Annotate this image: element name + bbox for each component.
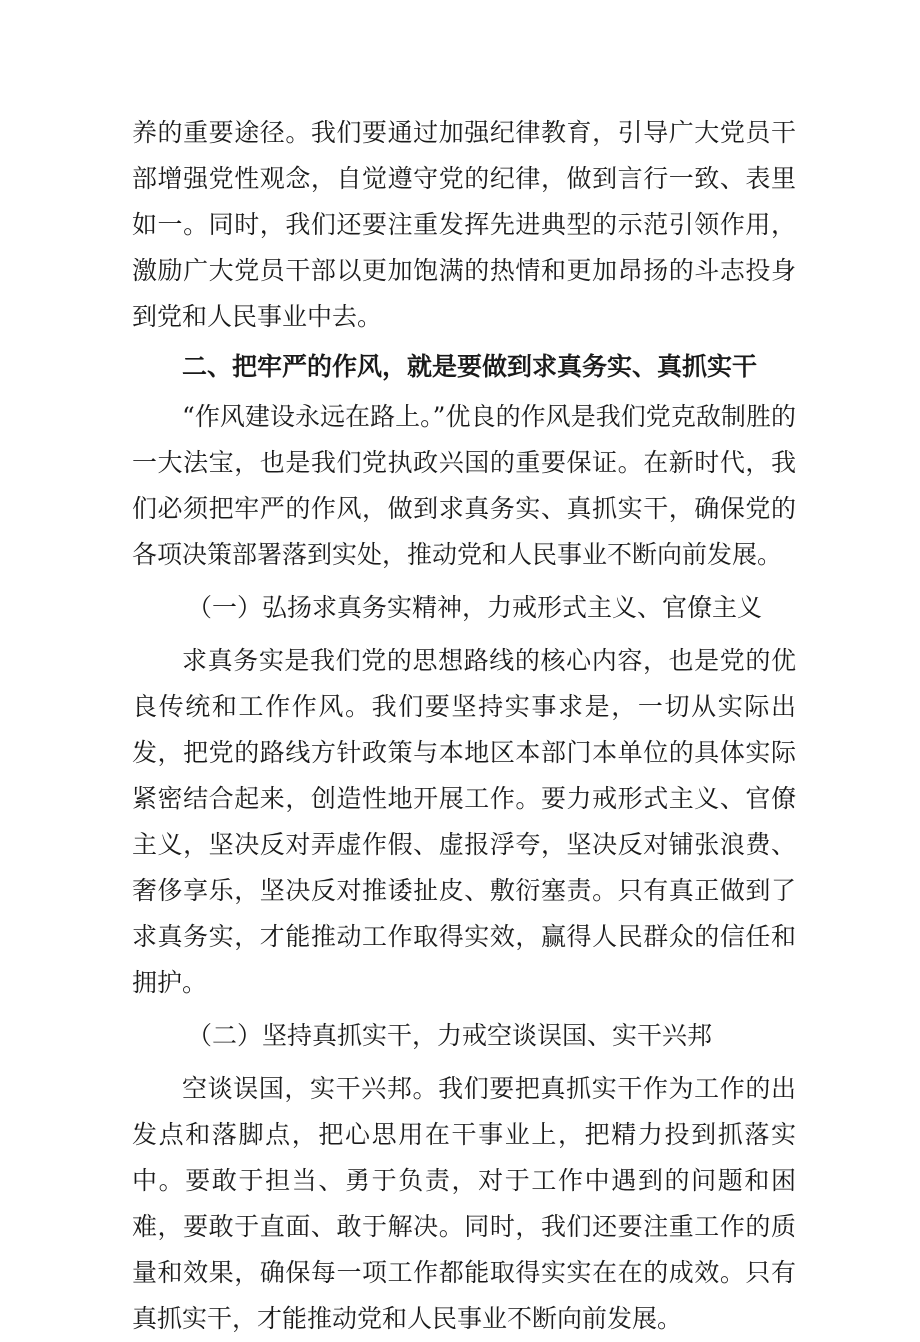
document-body — [132, 110, 796, 1342]
subsection-1-paragraph: 求真务实是我们党的思想路线的核心内容，也是党的优良传统和工作作风。我们要坚持实事求是，一切从实际出发，把党的路线方针政策与本地区本部门本单位的具体实际紧密结合起来，创造性地开展工作。要力戒形式主义、官僚主义，坚决反对弄虚作假、虚报浮夸，坚决反对铺张浪费、奢侈享乐，坚决反对推诿扯皮、敷衍塞责。只有真正做到了求真务实，才能推动工作取得实效，赢得人民群众的信任和拥护。 — [132, 646, 796, 997]
continued-paragraph: 养的重要途径。我们要通过加强纪律教育，引导广大党员干部增强党性观念，自觉遵守党的纪律，做到言行一致、表里如一。同时，我们还要注重发挥先进典型的示范引领作用，激励广大党员干部以更加饱满的热情和更加昂扬的斗志投身到党和人民事业中去。 — [132, 118, 796, 331]
section-heading: 二、把牢严的作风，就是要做到求真务实、真抓实干 — [182, 352, 758, 381]
section-intro-paragraph: “作风建设永远在路上。”优良的作风是我们党克敌制胜的一大法宝，也是我们党执政兴国的重要保证。在新时代，我们必须把牢严的作风，做到求真务实、真抓实干，确保党的各项决策部署落到实处，推动党和人民事业不断向前发展。 — [132, 402, 796, 569]
subsection-2-heading: （二）坚持真抓实干，力戒空谈误国、实干兴邦 — [187, 1021, 713, 1050]
subsection-1-heading: （一）弘扬求真务实精神，力戒形式主义、官僚主义 — [187, 593, 763, 622]
subsection-2-paragraph: 空谈误国，实干兴邦。我们要把真抓实干作为工作的出发点和落脚点，把心思用在干事业上，把精力投到抓落实中。要敢于担当、勇于负责，对于工作中遇到的问题和困难，要敢于直面、敢于解决。同时，我们还要注重工作的质量和效果，确保每一项工作都能取得实实在在的成效。只有真抓实干，才能推动党和人民事业不断向前发展。 — [132, 1074, 796, 1333]
